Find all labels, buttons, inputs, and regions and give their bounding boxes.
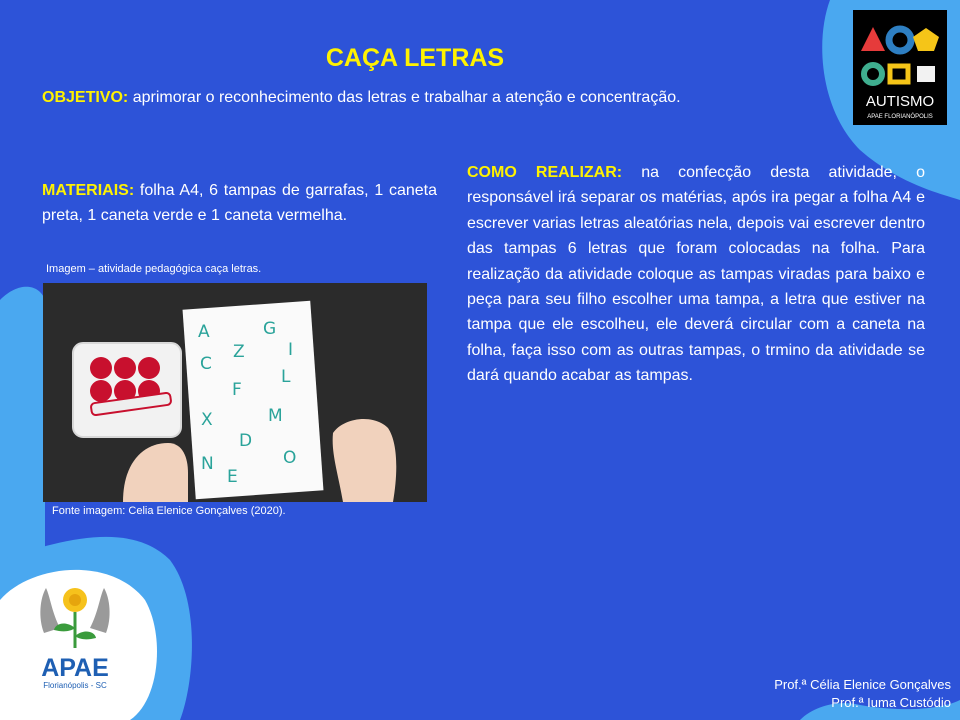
- objetivo-paragraph: [42, 89, 822, 107]
- image-source: Fonte imagem: Celia Elenice Gonçalves (2020).: [52, 505, 286, 517]
- autismo-logo-text: AUTISMO: [865, 93, 935, 110]
- image-caption: Imagem – atividade pedagógica caça letras.: [46, 263, 262, 275]
- flower-icon: [63, 588, 87, 612]
- paper-letter: A: [198, 322, 210, 342]
- apae-logo-subtext: Florianópolis - SC: [43, 681, 107, 690]
- como-realizar-paragraph: [467, 160, 925, 389]
- paper-letter: L: [281, 367, 291, 387]
- paper-letter: M: [268, 406, 283, 426]
- right-hand: [333, 419, 397, 502]
- paper-letter: I: [288, 340, 294, 360]
- author-1: Prof.ª Célia Elenice Gonçalves: [774, 677, 951, 692]
- paper-letter: E: [227, 467, 238, 487]
- paper-letter: F: [232, 380, 242, 400]
- authors: [774, 676, 951, 712]
- white-square-icon: [917, 66, 935, 82]
- como-realizar-label: COMO REALIZAR:: [467, 164, 623, 181]
- paper-letter: Z: [233, 342, 245, 362]
- paper-letter: D: [239, 431, 253, 451]
- author-2: Prof.ª Iuma Custódio: [831, 695, 951, 710]
- autismo-logo: [853, 10, 947, 125]
- right-hand-icon: [90, 588, 110, 633]
- page-title: CAÇA LETRAS: [325, 44, 505, 72]
- apae-logo: [30, 578, 120, 700]
- objetivo-text: aprimorar o reconhecimento das letras e trabalhar a atenção e concentração.: [132, 89, 681, 106]
- paper-letter: O: [283, 448, 297, 468]
- activity-photo: [43, 283, 427, 502]
- materiais-text: folha A4, 6 tampas de garrafas, 1 caneta preta, 1 caneta verde e 1 caneta vermelha.: [42, 182, 438, 224]
- materiais-label: MATERIAIS:: [42, 182, 135, 199]
- paper-letter: G: [263, 319, 277, 339]
- paper-letter: N: [201, 454, 214, 474]
- materiais-paragraph: [42, 178, 437, 228]
- paper-letter: C: [200, 354, 212, 374]
- autismo-logo-subtext: APAE FLORIANÓPOLIS: [867, 114, 933, 120]
- left-wave: [0, 287, 45, 580]
- apae-logo-text: APAE: [41, 654, 109, 682]
- como-realizar-text: na confecção desta atividade, o responsável irá separar os matérias, após ira pegar a folha A4 e escrever varias letras aleatórias nela, depois vai escrever dentro das tampas 6 letras que foram colocadas na folha. Para realização da atividade coloque as tampas viradas para baixo e peça para seu filho escolher uma tampa, a letra que estiver na tampa que ele escolheu, ele deverá circular com a caneta na folha, faça isso com as outras tampas, o trmino da atividade se dará quando acabar as tampas.: [467, 164, 925, 385]
- objetivo-label: OBJETIVO:: [42, 89, 129, 106]
- paper-letter: X: [201, 410, 213, 430]
